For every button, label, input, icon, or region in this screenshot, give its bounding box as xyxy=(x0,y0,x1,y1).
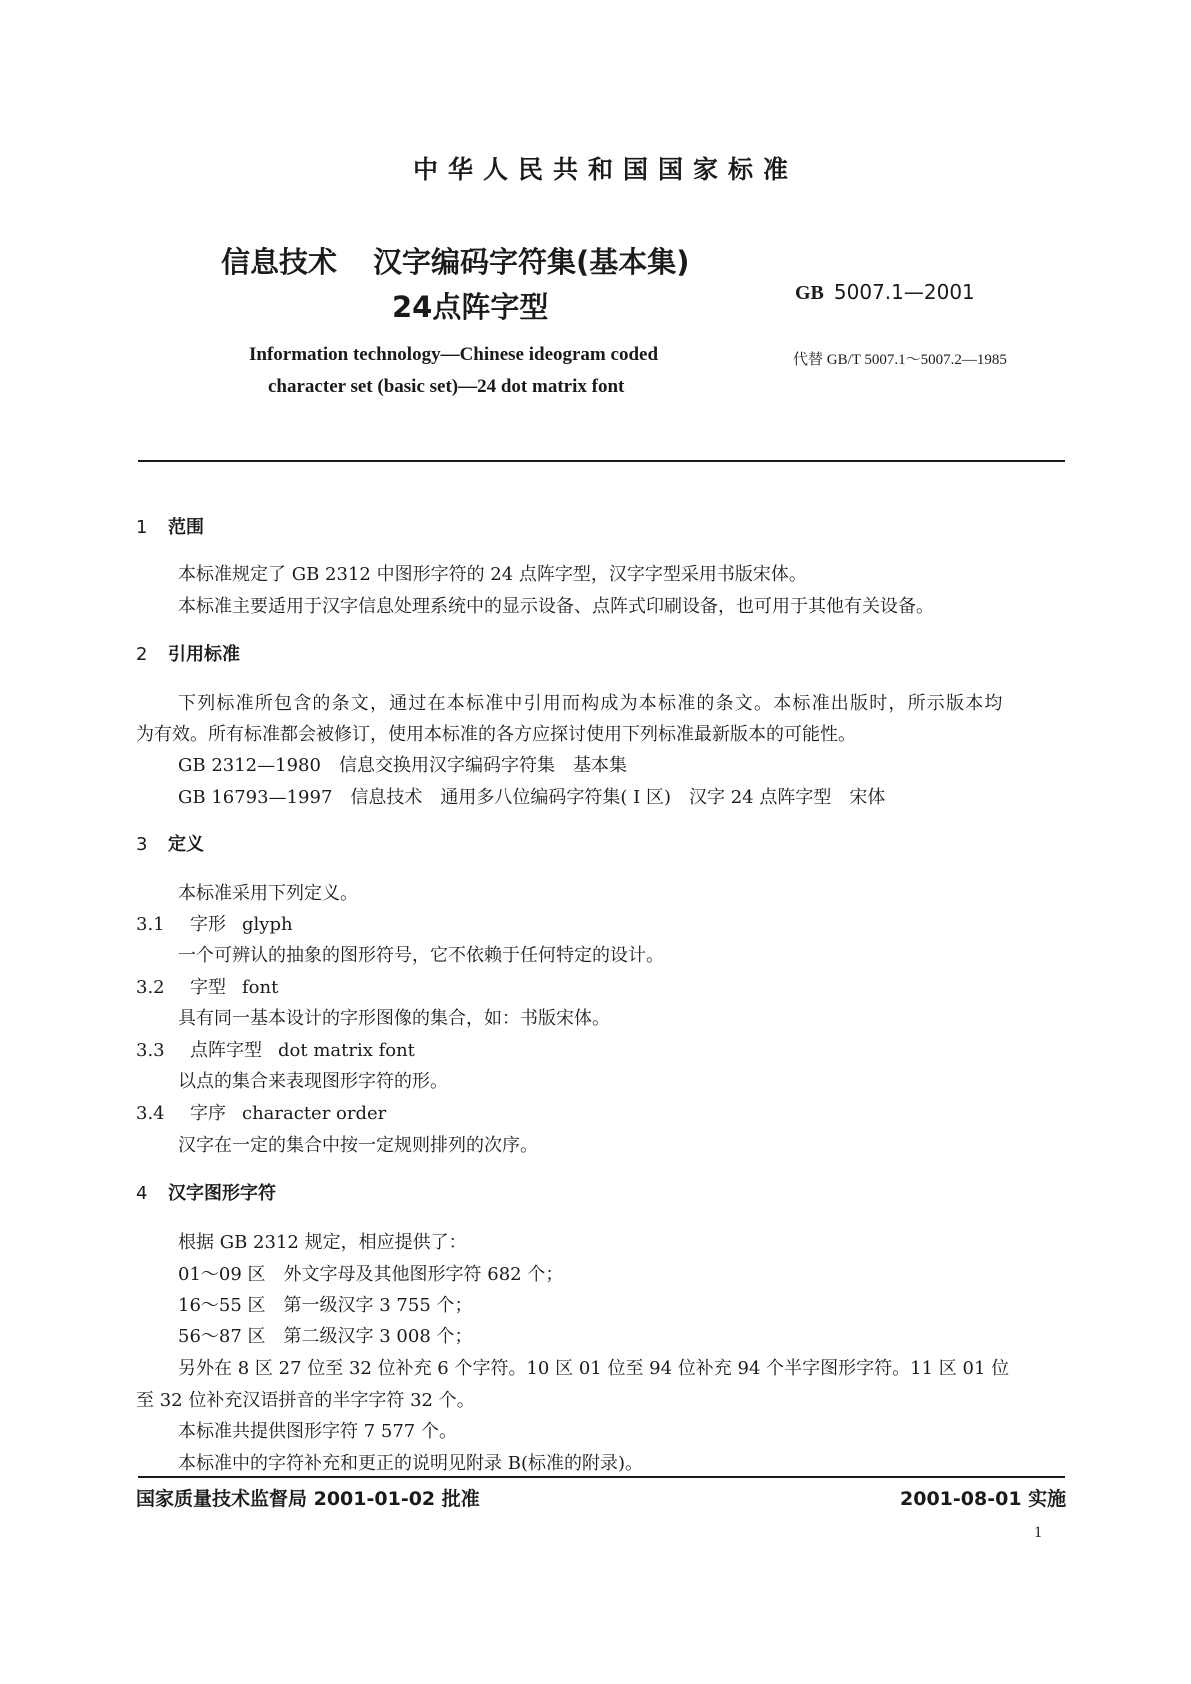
reference-item: GB 16793—1997 信息技术 通用多八位编码字符集( I 区) 汉字 24 点阵字型 宋体 xyxy=(178,787,886,808)
standard-code: 5007.1—2001 xyxy=(833,280,975,304)
paragraph: 本标准共提供图形字符 7 577 个。 xyxy=(178,1421,457,1442)
standard-prefix: GB xyxy=(795,282,824,304)
section-4-heading xyxy=(136,1179,276,1205)
title-part-2: 汉字编码字符集(基本集) xyxy=(373,245,690,279)
document-header: 中华人民共和国国家标准 xyxy=(412,155,798,184)
section-1-heading xyxy=(136,513,204,539)
definition-term-en: font xyxy=(242,977,279,998)
definition-number: 3.2 xyxy=(136,977,165,998)
list-item: 56～87 区 第二级汉字 3 008 个； xyxy=(178,1326,473,1347)
title-line-1 xyxy=(221,240,690,281)
replaces-note: 代替 GB/T 5007.1～5007.2—1985 xyxy=(793,352,1007,368)
definition-number: 3.3 xyxy=(136,1040,165,1061)
english-title-line-2: character set (basic set)—24 dot matrix font xyxy=(268,376,625,397)
section-title: 引用标准 xyxy=(168,644,240,665)
definition-term-zh: 字型 xyxy=(190,977,226,998)
paragraph: 本标准规定了 GB 2312 中图形字符的 24 点阵字型，汉字字型采用书版宋体。 xyxy=(178,564,807,585)
paragraph: 另外在 8 区 27 位至 32 位补充 6 个字符。10 区 01 位至 94 位补充 94 个半字图形字符。11 区 01 位 xyxy=(178,1358,1010,1379)
definition-term-zh: 字序 xyxy=(190,1103,226,1124)
section-number: 3 xyxy=(136,834,148,855)
section-3-heading xyxy=(136,830,204,856)
definition-text: 以点的集合来表现图形字符的形。 xyxy=(178,1071,448,1092)
definition-number: 3.4 xyxy=(136,1103,165,1124)
section-2-heading xyxy=(136,640,240,666)
section-title: 定义 xyxy=(168,834,204,855)
paragraph: 本标准采用下列定义。 xyxy=(178,883,358,904)
reference-item: GB 2312—1980 信息交换用汉字编码字符集 基本集 xyxy=(178,755,627,776)
definition-number: 3.1 xyxy=(136,914,165,935)
definition-term xyxy=(136,973,278,999)
paragraph: 下列标准所包含的条文，通过在本标准中引用而构成为本标准的条文。本标准出版时，所示版本均 xyxy=(178,693,1004,714)
english-title-line-1: Information technology—Chinese ideogram coded xyxy=(249,344,659,365)
paragraph: 本标准中的字符补充和更正的说明见附录 B(标准的附录)。 xyxy=(178,1453,643,1474)
title-line-2: 24点阵字型 xyxy=(392,290,549,324)
definition-text: 具有同一基本设计的字形图像的集合，如：书版宋体。 xyxy=(178,1008,610,1029)
implementation-note: 2001-08-01 实施 xyxy=(900,1488,1067,1510)
definition-text: 汉字在一定的集合中按一定规则排列的次序。 xyxy=(178,1135,538,1156)
definition-term xyxy=(136,910,293,936)
standard-number xyxy=(795,280,975,305)
section-number: 4 xyxy=(136,1183,148,1204)
section-number: 2 xyxy=(136,644,148,665)
section-title: 汉字图形字符 xyxy=(168,1183,276,1204)
title-part-1: 信息技术 xyxy=(221,245,338,279)
paragraph: 为有效。所有标准都会被修订，使用本标准的各方应探讨使用下列标准最新版本的可能性。 xyxy=(136,724,856,745)
page-number: 1 xyxy=(1034,1524,1042,1541)
section-number: 1 xyxy=(136,517,148,538)
paragraph: 至 32 位补充汉语拼音的半字字符 32 个。 xyxy=(136,1390,475,1411)
header-divider xyxy=(138,460,1065,462)
paragraph: 本标准主要适用于汉字信息处理系统中的显示设备、点阵式印刷设备，也可用于其他有关设备。 xyxy=(178,596,934,617)
definition-term-en: character order xyxy=(242,1103,387,1124)
section-title: 范围 xyxy=(168,517,204,538)
definition-term-en: glyph xyxy=(242,914,293,935)
approval-note: 国家质量技术监督局 2001-01-02 批准 xyxy=(136,1488,480,1510)
list-item: 01～09 区 外文字母及其他图形字符 682 个； xyxy=(178,1264,564,1285)
definition-term xyxy=(136,1036,415,1062)
definition-text: 一个可辨认的抽象的图形符号，它不依赖于任何特定的设计。 xyxy=(178,945,664,966)
definition-term-zh: 字形 xyxy=(190,914,226,935)
definition-term-en: dot matrix font xyxy=(278,1040,415,1061)
definition-term xyxy=(136,1099,386,1125)
list-item: 16～55 区 第一级汉字 3 755 个； xyxy=(178,1295,473,1316)
definition-term-zh: 点阵字型 xyxy=(190,1040,262,1061)
paragraph: 根据 GB 2312 规定，相应提供了： xyxy=(178,1232,467,1253)
footer-divider xyxy=(138,1476,1065,1478)
